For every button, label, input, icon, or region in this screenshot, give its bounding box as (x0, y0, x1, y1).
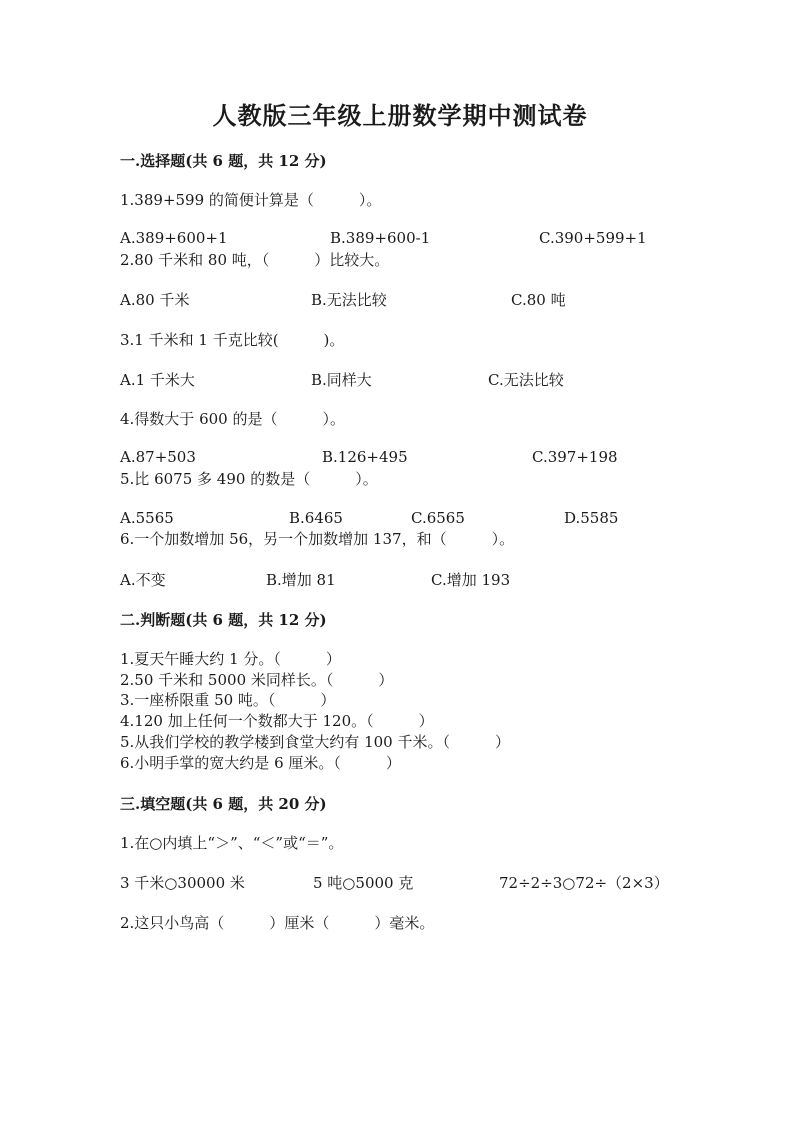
section-heading-judgement: 二.判断题(共 6 题，共 12 分) (120, 611, 327, 629)
option-b: B.126+495 (322, 448, 408, 466)
option-c: C.80 吨 (511, 291, 566, 309)
judgement-item: 1.夏天午睡大约 1 分。（ ） (120, 650, 341, 668)
question-stem: 5.比 6075 多 490 的数是（ ）。 (120, 470, 378, 488)
question-stem: 4.得数大于 600 的是（ ）。 (120, 410, 345, 428)
option-c: C.390+599+1 (539, 229, 647, 247)
section-heading-fill-blank: 三.填空题(共 6 题，共 20 分) (120, 795, 327, 813)
judgement-item: 5.从我们学校的教学楼到食堂大约有 100 千米。（ ） (120, 733, 510, 751)
option-b: B.389+600-1 (330, 229, 431, 247)
option-a: A.不变 (120, 571, 166, 589)
question-stem: 2.80 千米和 80 吨，（ ）比较大。 (120, 251, 390, 269)
question-stem: 2.这只小鸟高（ ）厘米（ ）毫米。 (120, 914, 435, 932)
option-a: A.5565 (120, 509, 174, 527)
option-c: C.6565 (411, 509, 465, 527)
option-c: C.无法比较 (488, 371, 564, 389)
section-heading-choice: 一.选择题(共 6 题，共 12 分) (120, 152, 327, 170)
page-title: 人教版三年级上册数学期中测试卷 (212, 101, 588, 130)
judgement-item: 3.一座桥限重 50 吨。（ ） (120, 691, 336, 709)
option-b: B.同样大 (311, 371, 372, 389)
option-a: A.80 千米 (120, 291, 190, 309)
compare-item: 3 千米○30000 米 (120, 874, 245, 892)
option-c: C.增加 193 (431, 571, 511, 589)
question-stem: 1.389+599 的简便计算是（ ）。 (120, 191, 382, 209)
judgement-item: 2.50 千米和 5000 米同样长。（ ） (120, 671, 394, 689)
option-c: C.397+198 (532, 448, 618, 466)
option-a: A.389+600+1 (120, 229, 228, 247)
option-a: A.87+503 (120, 448, 196, 466)
option-a: A.1 千米大 (120, 371, 195, 389)
option-b: B.无法比较 (311, 291, 387, 309)
option-b: B.增加 81 (266, 571, 336, 589)
question-stem: 6.一个加数增加 56，另一个加数增加 137，和（ ）。 (120, 530, 515, 548)
compare-item: 72÷2÷3○72÷（2×3） (499, 874, 669, 892)
judgement-item: 4.120 加上任何一个数都大于 120。（ ） (120, 712, 434, 730)
compare-item: 5 吨○5000 克 (313, 874, 414, 892)
question-stem: 1.在○内填上“＞”、“＜”或“＝”。 (120, 834, 344, 852)
question-stem: 3.1 千米和 1 千克比较( )。 (120, 331, 345, 349)
option-d: D.5585 (564, 509, 619, 527)
judgement-item: 6.小明手掌的宽大约是 6 厘米。（ ） (120, 754, 401, 772)
option-b: B.6465 (289, 509, 343, 527)
